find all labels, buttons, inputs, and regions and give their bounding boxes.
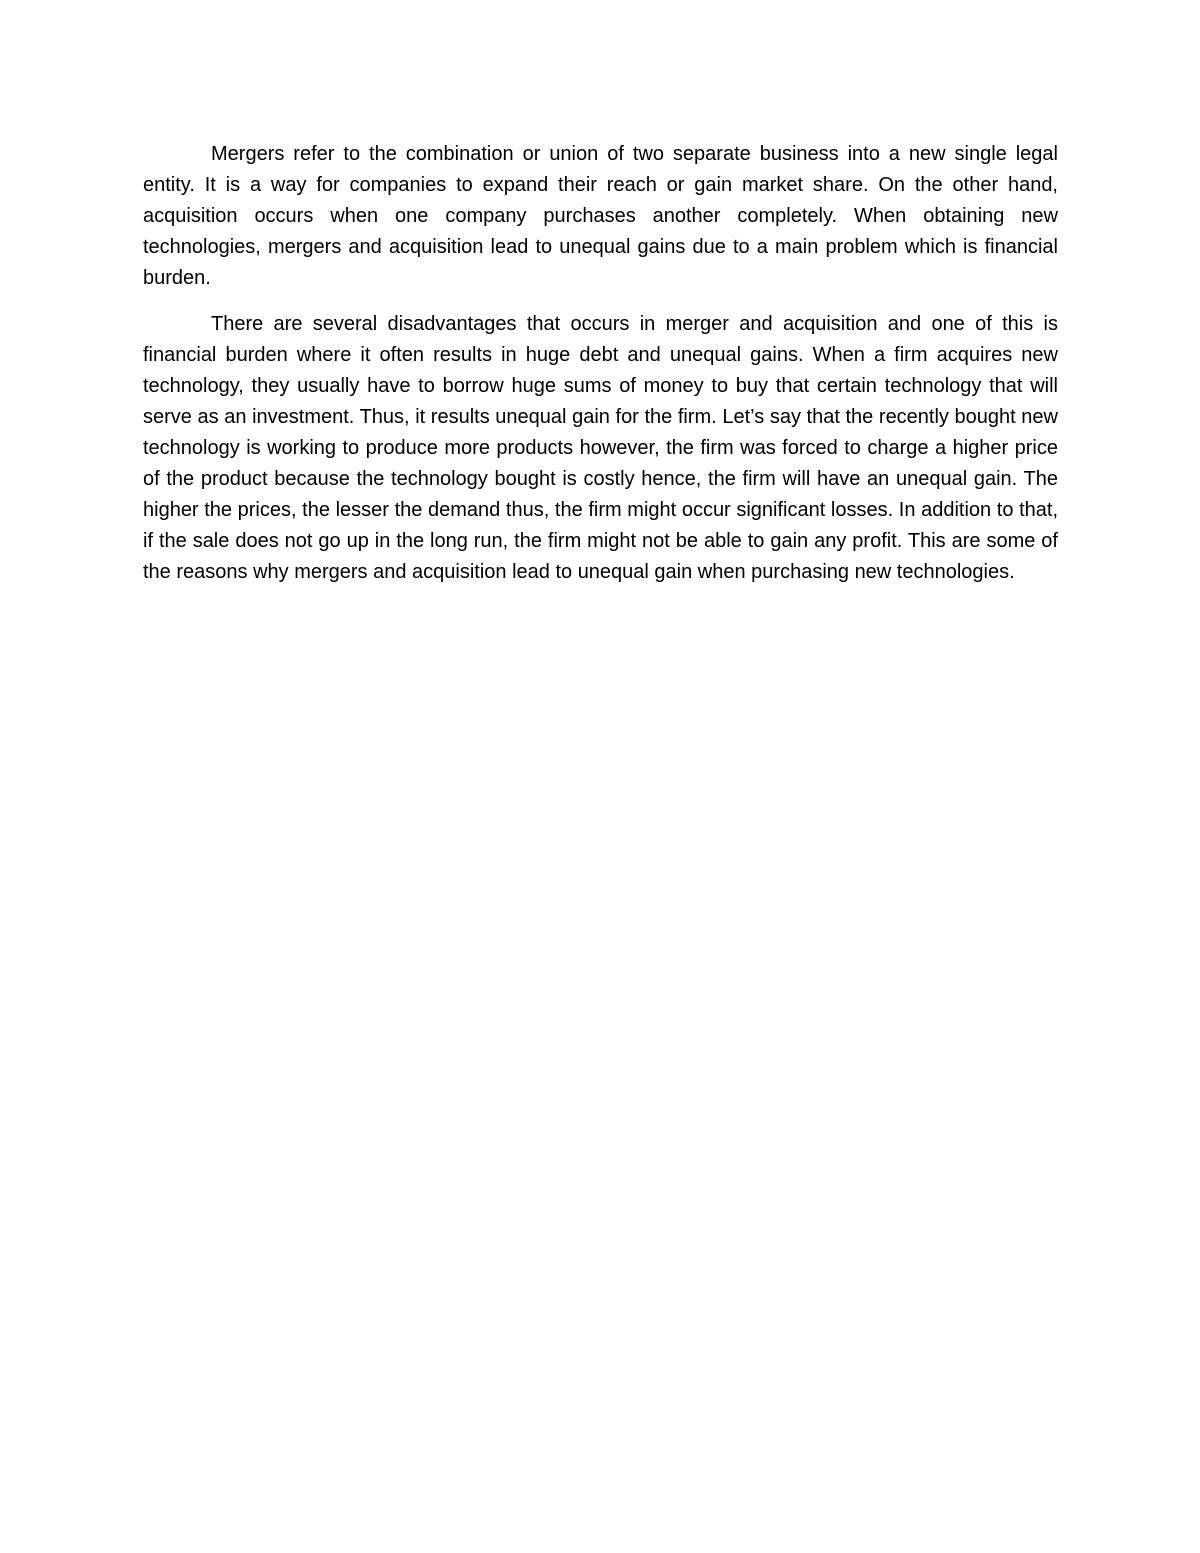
paragraph-2: There are several disadvantages that occurs in merger and acquisition and one of this is financial burden where it often results in huge debt and unequal gains. When a firm acquires new technology, they usually have to borrow huge sums of money to buy that certain technology that will serve as an investment. Thus, it results unequal gain for the firm. Let’s say that the recently bought new technology is working to produce more products however, the firm was forced to charge a higher price of the product because the technology bought is costly hence, the firm will have an unequal gain. The higher the prices, the lesser the demand thus, the firm might occur significant losses. In addition to that, if the sale does not go up in the long run, the firm might not be able to gain any profit. This are some of the reasons why mergers and acquisition lead to unequal gain when purchasing new technologies.: [143, 313, 1058, 583]
document-body: [143, 139, 1058, 603]
paragraph-1: Mergers refer to the combination or union of two separate business into a new single legal entity. It is a way for companies to expand their reach or gain market share. On the other hand, acquisition occurs when one company purchases another completely. When obtaining new technologies, mergers and acquisition lead to unequal gains due to a main problem which is financial burden.: [143, 143, 1058, 289]
